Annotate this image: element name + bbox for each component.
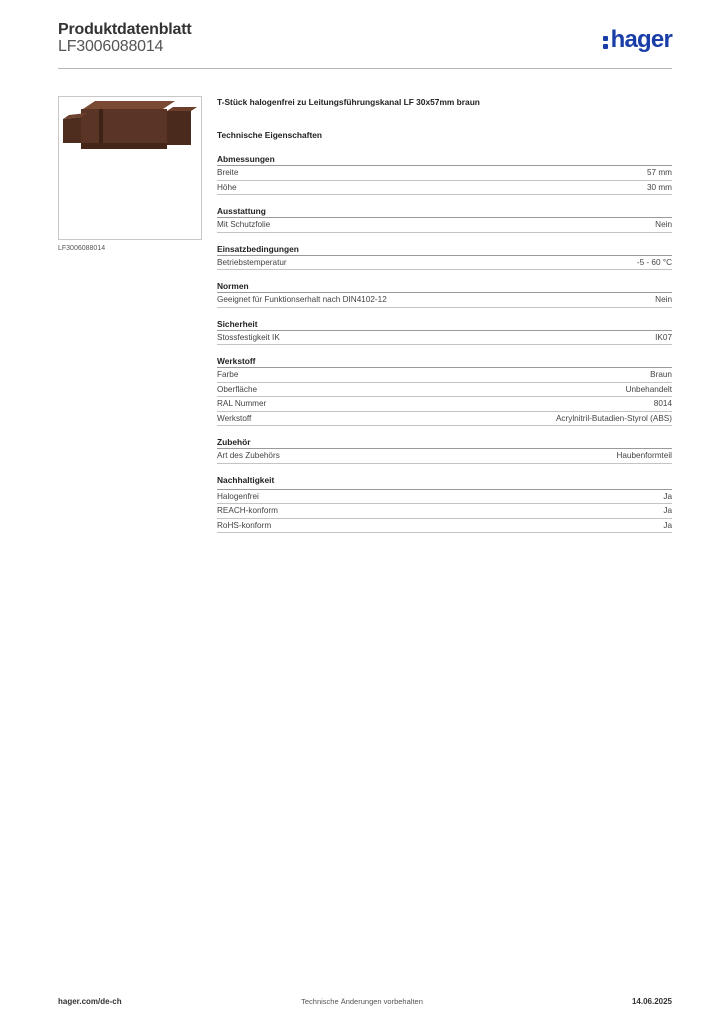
section-title: Einsatzbedingungen: [217, 243, 672, 256]
article-number: LF3006088014: [58, 38, 164, 55]
property-label: Oberfläche: [217, 384, 258, 394]
property-label: Breite: [217, 168, 239, 177]
header-divider: [58, 68, 672, 69]
property-value: Ja: [663, 491, 672, 501]
property-label: Mit Schutzfolie: [217, 220, 271, 229]
property-value: Nein: [655, 220, 672, 229]
property-value: Unbehandelt: [625, 384, 672, 394]
property-label: Höhe: [217, 182, 237, 192]
property-label: RAL Nummer: [217, 399, 267, 408]
property-row: [217, 293, 672, 308]
property-label: Farbe: [217, 370, 239, 379]
property-row: [217, 368, 672, 383]
logo-text: hager: [610, 26, 672, 53]
property-row: [217, 256, 672, 271]
section-title: Normen: [217, 280, 672, 293]
property-value: Ja: [663, 506, 672, 515]
property-row: [217, 490, 672, 505]
section: [217, 243, 672, 271]
section: [217, 436, 672, 464]
property-row: [217, 383, 672, 398]
t-piece-product-icon: [59, 97, 201, 239]
property-row: [217, 181, 672, 196]
property-value: Acrylnitril-Butadien-Styrol (ABS): [555, 413, 672, 423]
property-label: Werkstoff: [217, 413, 252, 423]
section: [217, 318, 672, 346]
property-row: [217, 504, 672, 519]
footer-website: hager.com/de-ch: [58, 997, 122, 1006]
property-row: [217, 166, 672, 181]
property-value: 57 mm: [646, 168, 672, 177]
property-value: 30 mm: [646, 182, 672, 192]
image-caption: LF3006088014: [58, 245, 106, 252]
technical-properties-heading: Technische Eigenschaften: [217, 130, 323, 140]
section-title: Zubehör: [217, 436, 672, 449]
property-row: [217, 519, 672, 534]
property-row: [217, 218, 672, 233]
hager-logo: [603, 26, 672, 54]
section: [217, 205, 672, 233]
property-label: Geeignet für Funktionserhalt nach DIN4102-12: [217, 295, 387, 304]
section: [217, 280, 672, 308]
property-label: Betriebstemperatur: [217, 257, 287, 267]
section-title: Werkstoff: [217, 355, 672, 368]
properties-panel: [217, 97, 672, 533]
product-image: [58, 96, 202, 240]
property-value: Haubenformteil: [616, 451, 672, 460]
section-title: Ausstattung: [217, 205, 672, 218]
property-label: REACH-konform: [217, 506, 278, 515]
property-value: Ja: [663, 520, 672, 530]
section-title: Nachhaltigkeit: [217, 474, 672, 490]
section: [217, 474, 672, 534]
section: [217, 355, 672, 426]
properties-sections: [217, 153, 672, 533]
property-value: Braun: [650, 370, 672, 379]
section: [217, 153, 672, 195]
property-label: Art des Zubehörs: [217, 451, 280, 460]
property-value: 8014: [653, 399, 672, 408]
product-description: T-Stück halogenfrei zu Leitungsführungskanal LF 30x57mm braun: [217, 97, 480, 107]
section-title: Sicherheit: [217, 318, 672, 331]
logo-mark-icon: [603, 31, 609, 47]
property-label: Halogenfrei: [217, 491, 259, 501]
footer-notice: Technische Änderungen vorbehalten: [301, 997, 423, 1006]
document-title: Produktdatenblatt: [58, 21, 192, 38]
property-row: [217, 397, 672, 412]
section-title: Abmessungen: [217, 153, 672, 166]
property-label: Stossfestigkeit IK: [217, 332, 280, 342]
property-row: [217, 449, 672, 464]
property-label: RoHS-konform: [217, 520, 272, 530]
property-row: [217, 331, 672, 346]
property-value: -5 - 60 °C: [636, 257, 672, 267]
property-value: Nein: [655, 295, 672, 304]
footer-date: 14.06.2025: [631, 997, 672, 1006]
property-row: [217, 412, 672, 427]
property-value: IK07: [655, 332, 672, 342]
